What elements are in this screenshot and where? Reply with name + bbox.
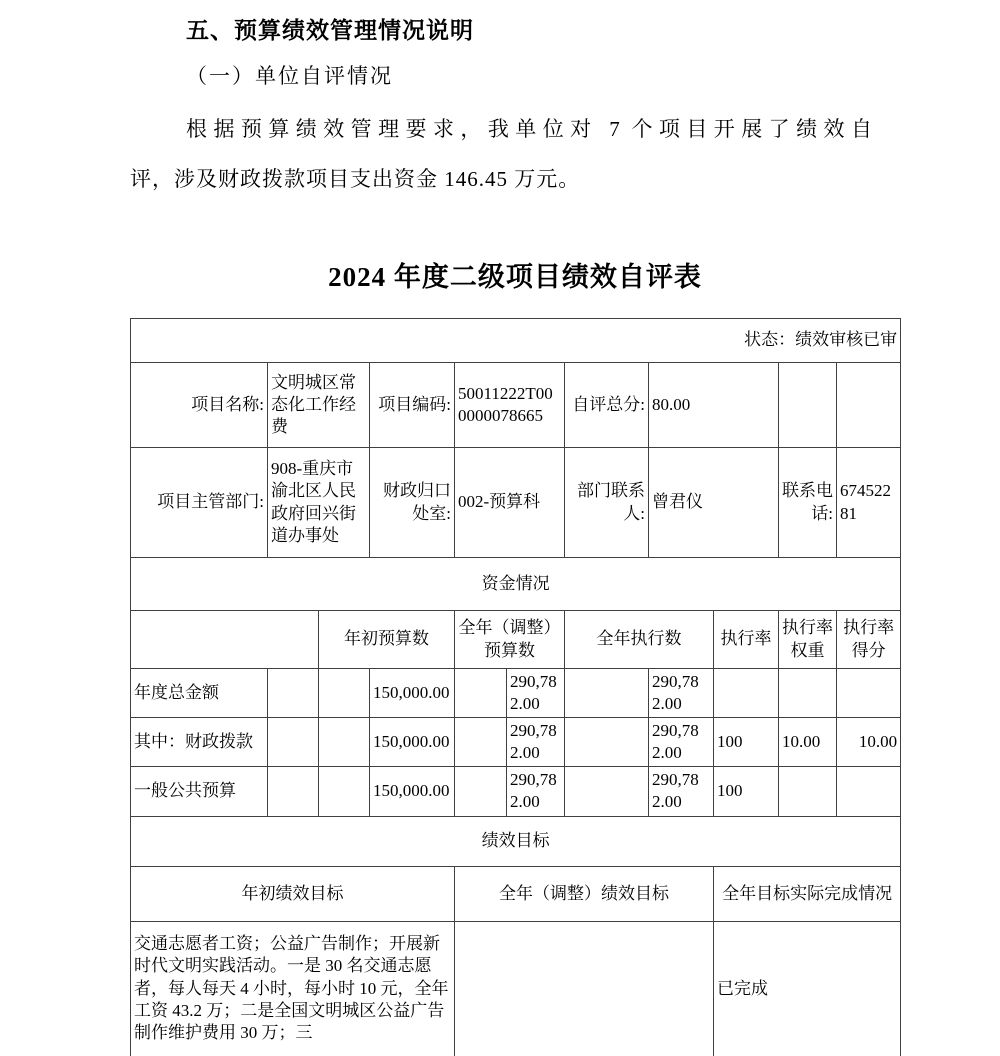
empty-cell [565, 669, 649, 718]
table-title: 2024 年度二级项目绩效自评表 [328, 262, 702, 292]
funds-row-total [131, 669, 901, 718]
goals-initial-text: 交通志愿者工资；公益广告制作；开展新时代文明实践活动。一是 30 名交通志愿者，每人每天 4 小时，每小时 10 元，全年工资 43.2 万；二是全国文明城区公益广告制作维护费用 30 万；三 [131, 921, 455, 1056]
score-value [837, 669, 901, 718]
funds-header-row [131, 611, 901, 669]
score-value [837, 767, 901, 816]
empty-value-cell [837, 363, 901, 448]
funds-section-row [131, 558, 901, 611]
rate-value [714, 669, 779, 718]
dept-label: 项目主管部门: [131, 448, 268, 558]
sub-heading: （一）单位自评情况 [186, 64, 393, 88]
status-row [131, 319, 901, 363]
project-info-row-2 [131, 448, 901, 558]
adjusted-value: 290,782.00 [507, 669, 565, 718]
funds-header-budget: 年初预算数 [319, 611, 455, 669]
section-heading: 五、预算绩效管理情况说明 [186, 17, 474, 43]
empty-cell [455, 669, 507, 718]
funds-row-fiscal [131, 718, 901, 767]
contact-person-label: 部门联系人: [565, 448, 649, 558]
project-name-value: 文明城区常态化工作经费 [268, 363, 370, 448]
goals-header-adjusted: 全年（调整）绩效目标 [455, 866, 714, 921]
empty-cell [455, 718, 507, 767]
funds-row-label: 年度总金额 [131, 669, 268, 718]
funds-header-rate: 执行率 [714, 611, 779, 669]
funds-row-public-budget [131, 767, 901, 816]
budget-value: 150,000.00 [370, 767, 455, 816]
score-value: 10.00 [837, 718, 901, 767]
funds-header-adjusted: 全年（调整）预算数 [455, 611, 565, 669]
empty-cell [565, 718, 649, 767]
dept-value: 908-重庆市渝北区人民政府回兴街道办事处 [268, 448, 370, 558]
funds-row-label: 其中：财政拨款 [131, 718, 268, 767]
goals-section-row [131, 816, 901, 866]
project-name-label: 项目名称: [131, 363, 268, 448]
contact-phone-value: 67452281 [837, 448, 901, 558]
empty-cell [268, 718, 319, 767]
self-score-value: 80.00 [649, 363, 779, 448]
weight-value: 10.00 [779, 718, 837, 767]
goals-header-actual: 全年目标实际完成情况 [714, 866, 901, 921]
executed-value: 290,782.00 [649, 669, 714, 718]
contact-person-value: 曾君仪 [649, 448, 779, 558]
adjusted-value: 290,782.00 [507, 718, 565, 767]
finance-office-value: 002-预算科 [455, 448, 565, 558]
rate-value: 100 [714, 718, 779, 767]
goals-section-title: 绩效目标 [131, 816, 901, 866]
weight-value [779, 767, 837, 816]
project-info-row-1 [131, 363, 901, 448]
executed-value: 290,782.00 [649, 767, 714, 816]
adjusted-value: 290,782.00 [507, 767, 565, 816]
goals-header-row [131, 866, 901, 921]
goals-content-row [131, 921, 901, 1056]
intro-paragraph [130, 104, 872, 204]
funds-header-score: 执行率得分 [837, 611, 901, 669]
weight-value [779, 669, 837, 718]
empty-cell [268, 767, 319, 816]
funds-header-empty [131, 611, 319, 669]
goals-adjusted-text [455, 921, 714, 1056]
empty-cell [268, 669, 319, 718]
status-badge: 状态：绩效审核已审 [131, 319, 901, 363]
paragraph-line-1: 根据预算绩效管理要求，我单位对 7 个项目开展了绩效自 [186, 117, 872, 141]
executed-value: 290,782.00 [649, 718, 714, 767]
goals-header-initial: 年初绩效目标 [131, 866, 455, 921]
finance-office-label: 财政归口处室: [370, 448, 455, 558]
empty-cell [565, 767, 649, 816]
empty-label-cell [779, 363, 837, 448]
budget-value: 150,000.00 [370, 669, 455, 718]
empty-cell [319, 767, 370, 816]
funds-section-title: 资金情况 [131, 558, 901, 611]
rate-value: 100 [714, 767, 779, 816]
project-code-label: 项目编码: [370, 363, 455, 448]
empty-cell [319, 718, 370, 767]
goals-actual-text: 已完成 [714, 921, 901, 1056]
self-score-label: 自评总分: [565, 363, 649, 448]
funds-row-label: 一般公共预算 [131, 767, 268, 816]
empty-cell [455, 767, 507, 816]
funds-header-weight: 执行率权重 [779, 611, 837, 669]
project-code-value: 50011222T000000078665 [455, 363, 565, 448]
self-evaluation-table [130, 318, 901, 1056]
paragraph-line-2: 评，涉及财政拨款项目支出资金 146.45 万元。 [130, 167, 581, 191]
funds-header-executed: 全年执行数 [565, 611, 714, 669]
contact-phone-label: 联系电话: [779, 448, 837, 558]
empty-cell [319, 669, 370, 718]
budget-value: 150,000.00 [370, 718, 455, 767]
